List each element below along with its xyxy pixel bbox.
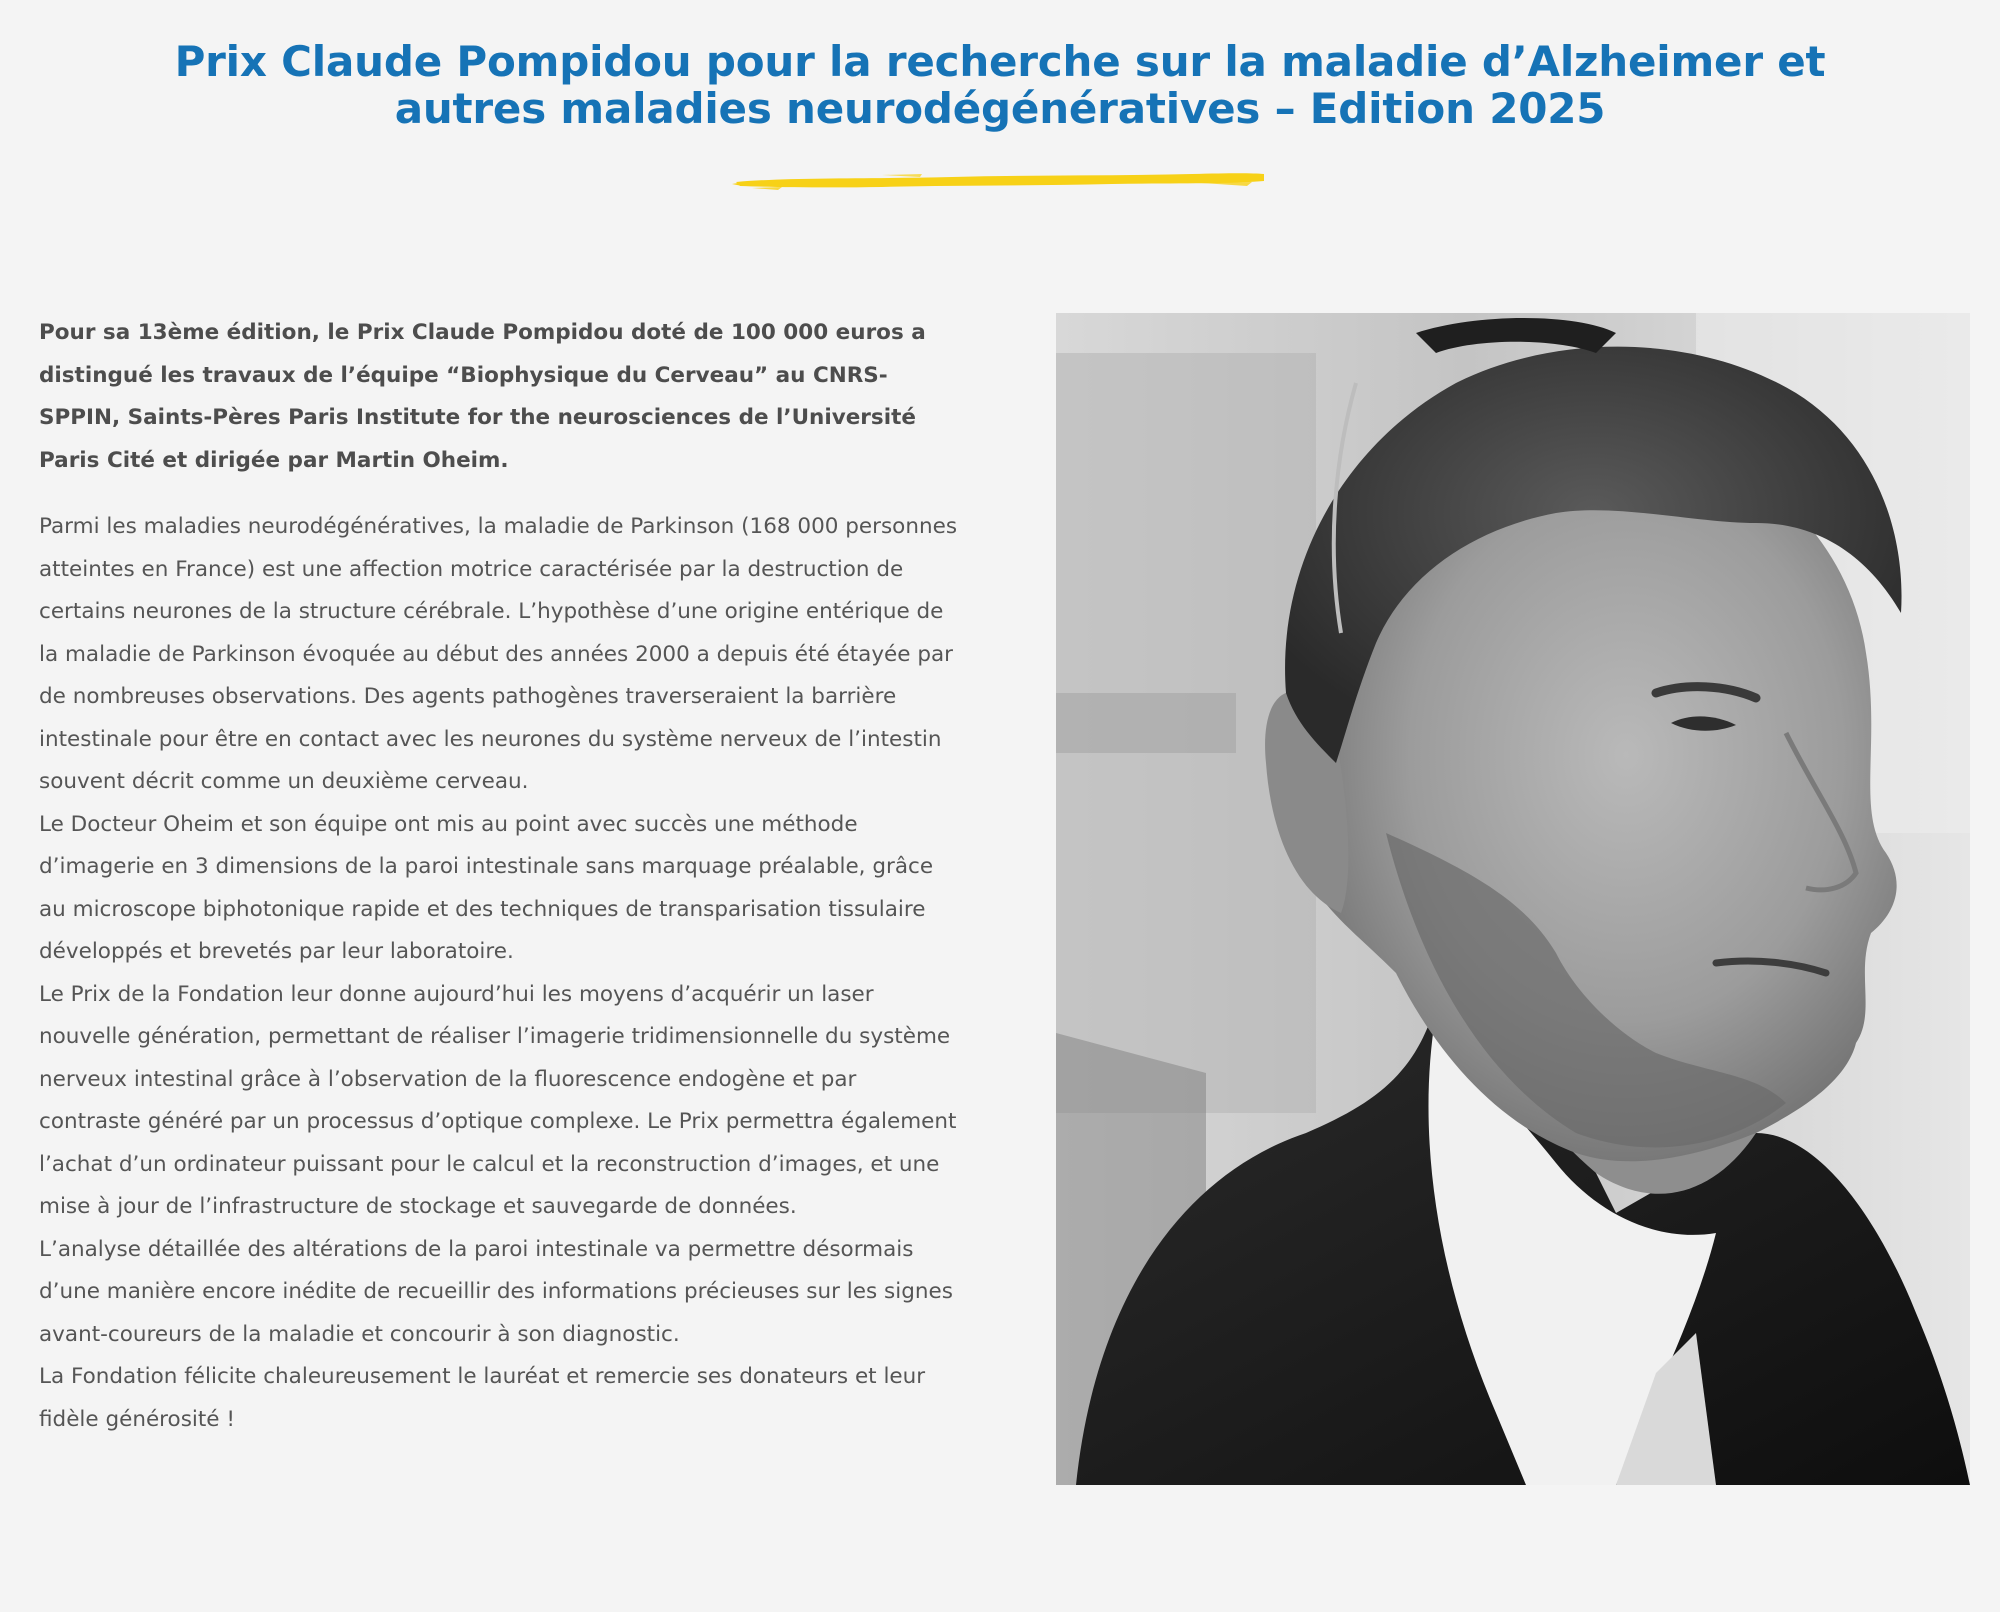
page-title: Prix Claude Pompidou pour la recherche sur la maladie d’Alzheimer et autres maladies neurodégénératives – Edition 2025 [174, 37, 1826, 133]
paragraph-analysis: L’analyse détaillée des altérations de la paroi intestinale va permettre désormais d’une manière encore inédite de recueillir des informations précieuses sur les signes avant-coureurs de la maladie et concourir à son diagnostic. [39, 1236, 953, 1347]
article-body [39, 312, 959, 1441]
portrait-photo-icon [1056, 313, 1970, 1485]
laureate-portrait-photo [1056, 313, 1970, 1485]
paragraph-prize-means: Le Prix de la Fondation leur donne aujourd’hui les moyens d’acquérir un laser nouvelle génération, permettant de réaliser l’imagerie tridimensionnelle du système nerveux intestinal grâce à l’observation de la fluorescence endogène et par contraste généré par un processus d’optique complexe. Le Prix permettra également l’achat d’un ordinateur puissant pour le calcul et la reconstruction d’images, et une mise à jour de l’infrastructure de stockage et sauvegarde de données. [39, 981, 957, 1219]
paragraph-method: Le Docteur Oheim et son équipe ont mis au point avec succès une méthode d’imagerie en 3 dimensions de la paroi intestinale sans marquage préalable, grâce au microscope biphotonique rapide et des techniques de transparisation tissulaire développés et brevetés par leur laboratoire. [39, 811, 934, 964]
paragraph-thanks: La Fondation félicite chaleureusement le lauréat et remercie ses donateurs et leur fidèle générosité ! [39, 1364, 926, 1432]
article-intro: Pour sa 13ème édition, le Prix Claude Pompidou doté de 100 000 euros a distingué les travaux de l’équipe “Biophysique du Cerveau” au CNRS-SPPIN, Saints-Pères Paris Institute for the neurosciences de l’Université Paris Cité et dirigée par Martin Oheim. [39, 320, 926, 473]
paragraph-parkinson: Parmi les maladies neurodégénératives, la maladie de Parkinson (168 000 personnes atteintes en France) est une affection motrice caractérisée par la destruction de certains neurones de la structure cérébrale. L’hypothèse d’une origine entérique de la maladie de Parkinson évoquée au début des années 2000 a depuis été étayée par de nombreuses observations. Des agents pathogènes traverseraient la barrière intestinale pour être en contact avec les neurones du système nerveux de l’intestin souvent décrit comme un deuxième cerveau. [39, 514, 958, 794]
yellow-brush-divider [732, 168, 1268, 194]
